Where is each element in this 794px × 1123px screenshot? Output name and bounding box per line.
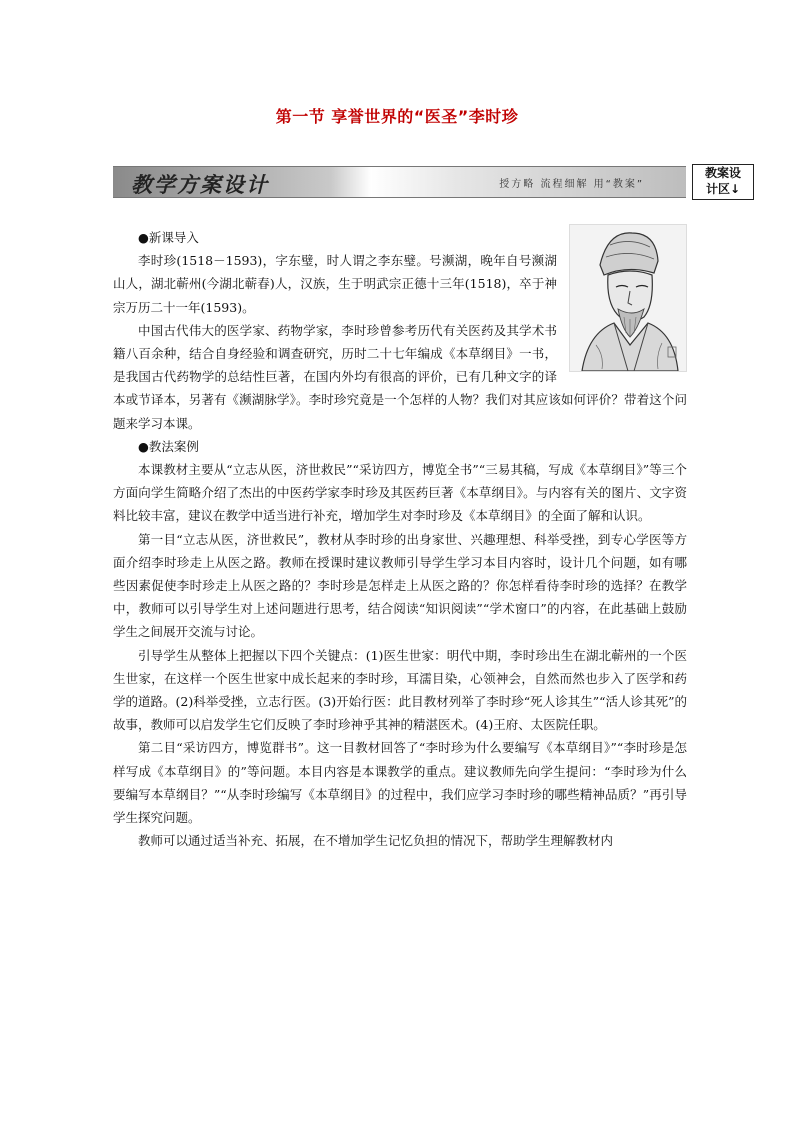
side-label-line1: 教案设 [704,166,741,180]
method-paragraph-3: 引导学生从整体上把握以下四个关键点：(1)医生世家：明代中期，李时珍出生在湖北蕲州的一个医生世家，在这样一个医生世家中成长起来的李时珍，耳濡目染，心领神会，自然而然也步入了医学和药学的道路。(2)科举受挫，立志行医。(3)开始行医：此目教材列举了李时珍“死人诊其生”“活人诊其死”的故事，教师可以启发学生它们反映了李时珍神乎其神的精湛医术。(4)王府、太医院任职。 [113,647,687,733]
page-title: 第一节 享誉世界的“医圣”李时珍 [275,107,519,126]
banner-subtitle: 授方略 流程细解 用“教案” [499,179,644,190]
method-paragraph-2: 第一目“立志从医，济世救民”，教材从李时珍的出身家世、兴趣理想、科举受挫，到专心学医等方面介绍李时珍走上从医之路。教师在授课时建议教师引导学生学习本目内容时，设计几个问题，如有哪些因素促使李时珍走上从医之路的？李时珍是怎样走上从医之路的？你怎样看待李时珍的选择？在教学中，教师可以引导学生对上述问题进行思考，结合阅读“知识阅读”“学术窗口”的内容，在此基础上鼓励学生之间展开交流与讨论。 [113,531,687,640]
section-banner [113,166,686,198]
li-shizhen-portrait [569,224,687,372]
method-paragraph-1: 本课教材主要从“立志从医，济世救民”“采访四方，博览全书”“三易其稿，写成《本草纲目》”等三个方面向学生简略介绍了杰出的中医药学家李时珍及其医药巨著《本草纲目》。与内容有关的图片、文字资料比较丰富，建议在教学中适当进行补充，增加学生对李时珍及《本草纲目》的全面了解和认识。 [113,462,687,524]
intro-heading-text: 新课导入 [148,230,199,245]
portrait-drawing [570,225,686,371]
method-heading [113,435,687,458]
intro-paragraph-1: 李时珍(1518－1593)，字东璧，时人谓之李东璧。号濒湖，晚年自号濒湖山人，湖北蕲州(今湖北蕲春)人，汉族，生于明武宗正德十三年(1518)，卒于神宗万历二十一年(1593)。 [113,253,557,315]
document-body [113,226,687,852]
side-label-box [692,164,754,200]
method-paragraph-4: 第二目“采访四方，博览群书”。这一目教材回答了“李时珍为什么要编写《本草纲目》”“李时珍是怎样写成《本草纲目》的”等问题。本目内容是本课教学的重点。建议教师先向学生提问：“李时珍为什么要编写本草纲目？”“从李时珍编写《本草纲目》的过程中，我们应学习李时珍的哪些精神品质？”再引导学生探究问题。 [113,740,687,826]
bullet-icon [138,439,149,454]
side-label-line2: 计区↓ [705,182,741,196]
method-paragraph-5: 教师可以通过适当补充、拓展，在不增加学生记忆负担的情况下，帮助学生理解教材内 [138,833,614,849]
method-heading-text: 教法案例 [148,438,199,454]
bullet-icon [138,230,149,245]
banner-title: 教学方案设计 [131,172,269,197]
intro-paragraph-2: 中国古代伟大的医学家、药物学家，李时珍曾参考历代有关医药及其学术书籍八百余种，结合自身经验和调查研究，历时二十七年编成《本草纲目》一书，是我国古代药物学的总结性巨著，在国内外均有很高的评价，已有几种文字的译本或节译本，另著有《濒湖脉学》。李时珍究竟是一个怎样的人物？我们对其应该如何评价？带着这个问题来学习本课。 [113,322,687,431]
